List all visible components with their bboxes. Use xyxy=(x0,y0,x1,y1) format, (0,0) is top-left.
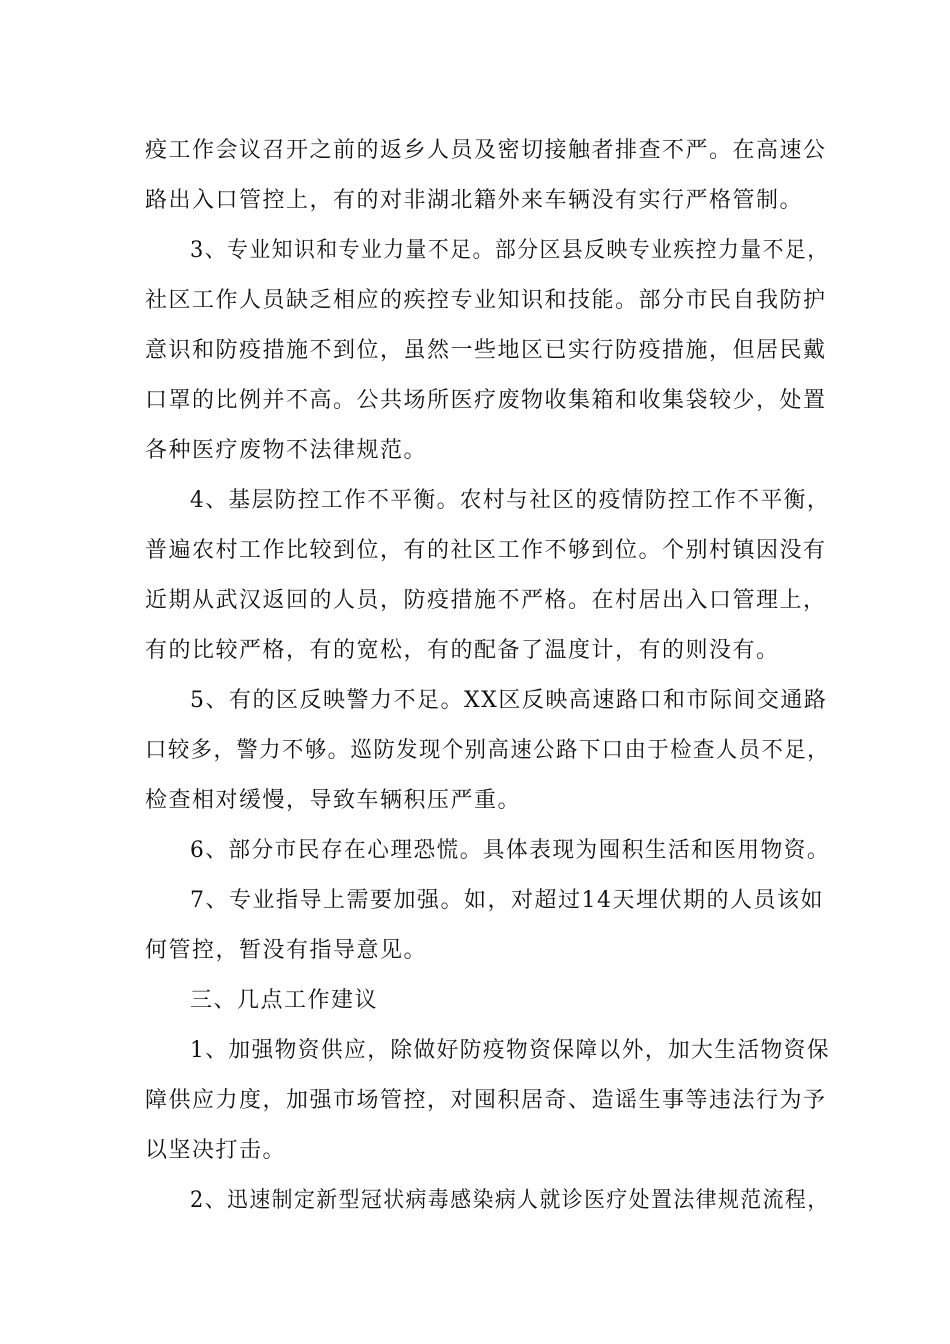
text-line: 7、专业指导上需要加强。如，对超过14天埋伏期的人员该如 xyxy=(190,888,824,913)
text-line: 各种医疗废物不法律规范。 xyxy=(145,438,428,463)
text-line: 6、部分市民存在心理恐慌。具体表现为囤积生活和医用物资。 xyxy=(190,838,830,863)
text-line: 近期从武汉返回的人员，防疫措施不严格。在村居出入口管理上， xyxy=(145,588,827,613)
text-line: 有的比较严格，有的宽松，有的配备了温度计，有的则没有。 xyxy=(145,638,780,663)
text-line: 社区工作人员缺乏相应的疾控专业知识和技能。部分市民自我防护 xyxy=(145,288,827,313)
text-line: 5、有的区反映警力不足。XX区反映高速路口和市际间交通路 xyxy=(190,688,828,713)
text-line: 障供应力度，加强市场管控，对囤积居奇、造谣生事等违法行为予 xyxy=(145,1088,827,1113)
text-line: 3、专业知识和专业力量不足。部分区县反映专业疾控力量不足， xyxy=(190,238,830,263)
section-heading: 三、几点工作建议 xyxy=(190,988,379,1013)
text-line: 路出入口管控上，有的对非湖北籍外来车辆没有实行严格管制。 xyxy=(145,188,804,213)
text-line: 2、迅速制定新型冠状病毒感染病人就诊医疗处置法律规范流程， xyxy=(190,1188,830,1213)
text-line: 1、加强物资供应，除做好防疫物资保障以外，加大生活物资保 xyxy=(190,1038,830,1063)
text-line: 意识和防疫措施不到位，虽然一些地区已实行防疫措施，但居民戴 xyxy=(145,338,827,363)
text-line: 普遍农村工作比较到位，有的社区工作不够到位。个别村镇因没有 xyxy=(145,538,827,563)
text-line: 以坚决打击。 xyxy=(145,1138,287,1163)
text-line: 口罩的比例并不高。公共场所医疗废物收集箱和收集袋较少，处置 xyxy=(145,388,827,413)
text-line: 检查相对缓慢，导致车辆积压严重。 xyxy=(145,788,522,813)
text-line: 4、基层防控工作不平衡。农村与社区的疫情防控工作不平衡， xyxy=(190,488,830,513)
text-line: 口较多，警力不够。巡防发现个别高速公路下口由于检查人员不足， xyxy=(145,738,830,763)
text-line: 疫工作会议召开之前的返乡人员及密切接触者排查不严。在高速公 xyxy=(145,138,827,163)
text-line: 何管控，暂没有指导意见。 xyxy=(145,938,428,963)
